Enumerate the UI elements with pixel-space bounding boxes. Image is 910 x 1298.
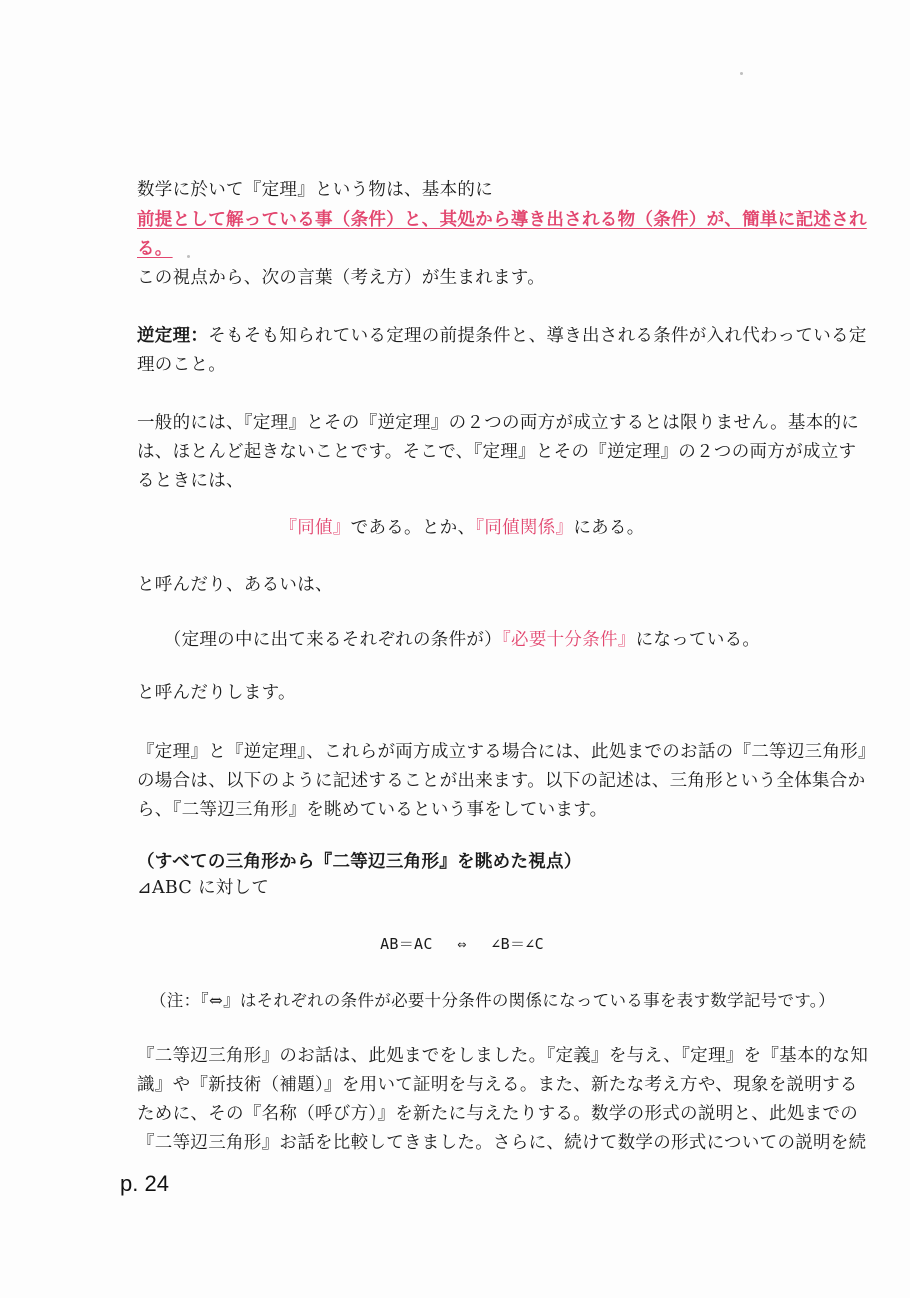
equivalence-text-2: にある。: [573, 518, 645, 538]
equivalence-text-1: である。とか、: [350, 518, 476, 538]
paragraph-isosceles-line-1: 『定理』と『逆定理』、これらが両方成立する場合には、此処までのお話の『二等辺三角形』: [137, 742, 876, 762]
triangle-condition: ⊿ABC に対して: [137, 878, 270, 898]
paragraph-general-line-1: 一般的には、『定理』とその『逆定理』の２つの両方が成立するとは限りません。基本的に: [137, 413, 860, 433]
call-it-line-2: と呼んだりします。: [137, 683, 296, 703]
paragraph-general-line-2: は、ほとんど起きないことです。そこで、『定理』とその『逆定理』の２つの両方が成立す: [137, 442, 857, 462]
scan-speck: [187, 255, 190, 258]
viewpoint-heading: （すべての三角形から『二等辺三角形』を眺めた視点）: [137, 852, 582, 872]
scan-speck: [740, 72, 743, 75]
necessary-sufficient-term: 『必要十分条件』: [501, 630, 636, 650]
equivalence-statement: [137, 514, 787, 543]
converse-theorem-text-line-2: 理のこと。: [137, 355, 226, 375]
necessary-sufficient-text-2: になっている。: [635, 630, 761, 650]
call-it-line-1: と呼んだり、あるいは、: [137, 575, 333, 595]
paragraph-intro-line-2: この視点から、次の言葉（考え方）が生まれます。: [137, 268, 545, 288]
equivalence-term: 『同値』: [279, 518, 351, 538]
necessary-sufficient-text-1: （定理の中に出て来るそれぞれの条件が）: [163, 630, 502, 650]
highlight-definition-line-2: る。: [137, 239, 173, 259]
paragraph-intro-line-1: 数学に於いて『定理』という物は、基本的に: [137, 180, 493, 200]
paragraph-summary-line-1: 『二等辺三角形』のお話は、此処までをしました。『定義』を与え、『定理』を『基本的な知: [137, 1046, 869, 1066]
symbol-note: （注：『⇔』はそれぞれの条件が必要十分条件の関係になっている事を表す数学記号です。）: [150, 991, 836, 1010]
highlight-definition-line-1: 前提として解っている事（条件）と、其処から導き出される物（条件）が、簡単に記述され: [137, 210, 867, 230]
equivalence-relation-term: 『同値関係』: [475, 518, 574, 538]
page-number: p. 24: [120, 1171, 169, 1196]
converse-theorem-definition: [137, 322, 867, 351]
equivalence-formula: AB＝AC ⇔ ∠B＝∠C: [380, 935, 544, 953]
paragraph-summary-line-2: 識』や『新技術（補題）』を用いて証明を与える。また、新たな考え方や、現象を説明する: [137, 1075, 858, 1095]
converse-theorem-term: 逆定理：: [137, 326, 209, 346]
paragraph-summary-line-4: 『二等辺三角形』お話を比較してきました。さらに、続けて数学の形式についての説明を続: [137, 1133, 867, 1153]
paragraph-general-line-3: るときには、: [137, 471, 244, 491]
converse-theorem-text: そもそも知られている定理の前提条件と、導き出される条件が入れ代わっている定: [208, 326, 867, 346]
paragraph-summary-line-3: ために、その『名称（呼び方）』を新たに与えたりする。数学の形式の説明と、此処までの: [137, 1104, 859, 1124]
paragraph-isosceles-line-2: の場合は、以下のように記述することが出来ます。以下の記述は、三角形という全体集合か: [137, 771, 866, 791]
necessary-sufficient-statement: [137, 626, 787, 655]
paragraph-isosceles-line-3: ら、『二等辺三角形』を眺めているという事をしています。: [137, 800, 608, 820]
